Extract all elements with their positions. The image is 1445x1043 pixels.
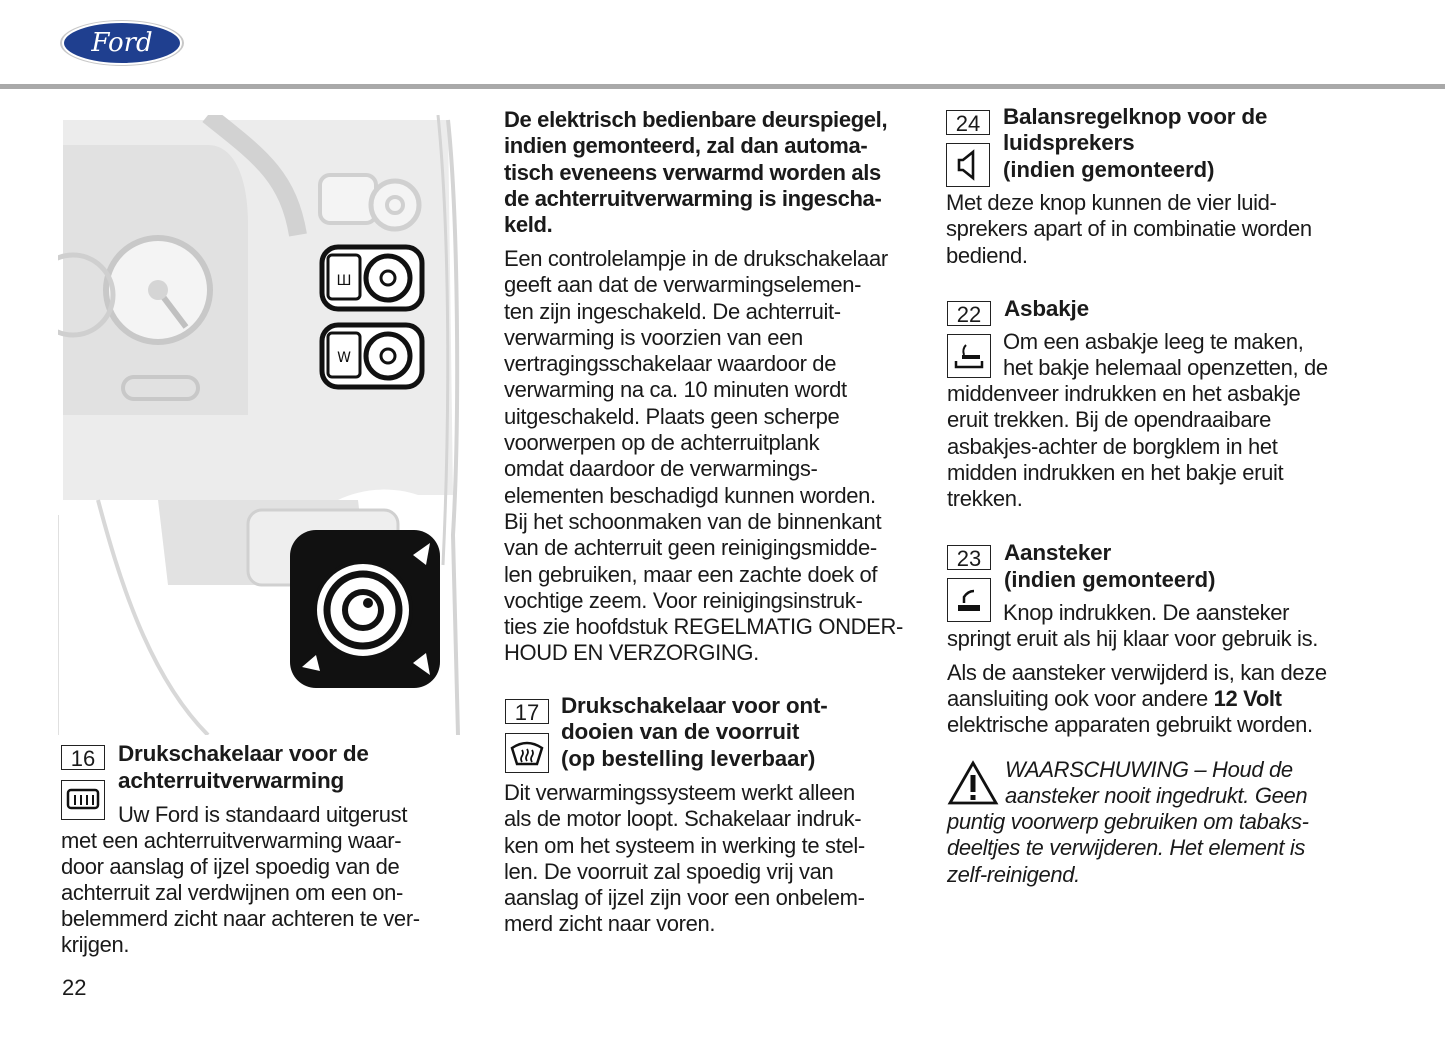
warning-line: zelf-reinigend. <box>947 861 1080 887</box>
body-line: elementen beschadigd kunnen worden. <box>504 482 876 508</box>
body-line: bediend. <box>946 242 1028 268</box>
section-16-line-3: door aanslag of ijzel spoedig van de <box>61 854 400 879</box>
body-line: middenveer indrukken en het asbakje <box>947 381 1301 406</box>
section-22-body <box>947 381 1367 512</box>
section-16-line-4: achterruit zal verdwijnen om een on- <box>61 880 404 905</box>
front-defrost-icon <box>505 733 549 773</box>
section-23-line-4 <box>947 686 1282 712</box>
body-line: Bij het schoonmaken van de binnenkant <box>504 508 882 534</box>
warning-line: deeltjes te verwijderen. Het element is <box>947 835 1306 861</box>
page-number: 22 <box>62 975 87 1000</box>
body-line: als de motor loopt. Schakelaar indruk- <box>504 806 862 832</box>
section-16-line-1: Uw Ford is standaard uitgerust <box>118 802 408 827</box>
body-line: HOUD EN VERZORGING. <box>504 640 759 666</box>
body-line: omdat daardoor de verwarmings- <box>504 456 818 482</box>
body-line: uitgeschakeld. Plaats geen scherpe <box>504 403 840 429</box>
section-16-line-2: met een achterruitverwarming waar- <box>61 828 402 853</box>
section-number-22: 22 <box>947 301 991 326</box>
section-22-line-2: het bakje helemaal openzetten, de <box>1003 355 1328 380</box>
section-number-24: 24 <box>946 110 990 135</box>
warning-line-2: aansteker nooit ingedrukt. Geen <box>1005 783 1308 808</box>
body-line: ties zie hoofdstuk REGELMATIG ONDER- <box>504 614 903 640</box>
section-16-line-5: belemmerd zicht naar achteren te ver- <box>61 906 420 931</box>
section-number-17: 17 <box>505 699 549 724</box>
section-24-title-2: luidsprekers <box>1003 130 1135 155</box>
section-24-subtitle: (indien gemonteerd) <box>1003 157 1215 182</box>
section-23-line-5: elektrische apparaten gebruikt worden. <box>947 712 1313 737</box>
speaker-icon <box>946 143 990 187</box>
body-line: asbakjes-achter de borgklem in het <box>947 433 1278 459</box>
mirror-bold-line: De elektrisch bedienbare deurspiegel, <box>504 107 888 132</box>
body-line: van de achterruit geen reinigingsmidde- <box>504 535 877 561</box>
body-line: len gebruiken, maar een zachte doek of <box>504 561 878 587</box>
mirror-paragraph <box>504 107 924 238</box>
section-17-title-2: dooien van de voorruit <box>561 719 800 744</box>
body-line: vertragingsschakelaar waardoor de <box>504 351 837 377</box>
warning-triangle-icon <box>947 760 999 811</box>
mirror-bold-line: indien gemonteerd, zal dan automa- <box>504 133 868 159</box>
section-23-line-1: Knop indrukken. De aansteker <box>1003 600 1290 625</box>
section-24-title-1: Balansregelknop voor de <box>1003 104 1268 129</box>
lamp-paragraph <box>504 246 924 667</box>
section-17-subtitle: (op bestelling leverbaar) <box>561 746 816 771</box>
dashboard-illustration <box>58 115 470 735</box>
body-line: ten zijn ingeschakeld. De achterruit- <box>504 298 841 324</box>
body-line: Dit verwarmingssysteem werkt alleen <box>504 780 855 805</box>
lighter-icon <box>947 578 991 622</box>
section-number-16: 16 <box>61 745 105 770</box>
body-line: voorwerpen op de achterruitplank <box>504 430 820 456</box>
svg-text:Ш: Ш <box>336 273 352 289</box>
warning-line-1: WAARSCHUWING – Houd de <box>1005 757 1293 782</box>
body-line: trekken. <box>947 486 1023 512</box>
body-line: midden indrukken en het bakje eruit <box>947 459 1284 485</box>
body-line: eruit trekken. Bij de opendraaibare <box>947 407 1272 433</box>
body-line: verwarming na ca. 10 minuten wordt <box>504 377 847 403</box>
section-22-title: Asbakje <box>1004 296 1089 321</box>
mirror-bold-line: keld. <box>504 212 553 238</box>
warning-body <box>947 809 1377 888</box>
section-23-subtitle: (indien gemonteerd) <box>1004 567 1216 592</box>
body-line: geeft aan dat de verwarmingselemen- <box>504 272 862 298</box>
section-24-body <box>946 190 1366 269</box>
body-line: merd zicht naar voren. <box>504 911 716 937</box>
ashtray-icon <box>947 334 991 378</box>
body-line: ken om het systeem in werking te stel- <box>504 832 865 858</box>
line-text: aansluiting ook voor andere <box>947 686 1214 711</box>
section-22-line-1: Om een asbakje leeg te maken, <box>1003 329 1304 354</box>
body-line: Met deze knop kunnen de vier luid- <box>946 190 1277 215</box>
mirror-bold-line: tisch eveneens verwarmd worden als <box>504 159 881 185</box>
body-line: verwarming is voorzien van een <box>504 324 803 350</box>
rear-defrost-icon <box>61 780 105 820</box>
section-17-title-1: Drukschakelaar voor ont- <box>561 693 828 718</box>
body-line: vochtige zeem. Voor reinigingsinstruk- <box>504 587 863 613</box>
mirror-bold-line: de achterruitverwarming is ingescha- <box>504 185 882 211</box>
section-number-23: 23 <box>947 545 991 570</box>
logo-text: Ford <box>91 28 153 58</box>
body-line: aanslag of ijzel zijn voor een onbelem- <box>504 885 865 911</box>
ford-logo <box>58 18 186 68</box>
body-line: Een controlelampje in de drukschakelaar <box>504 246 888 271</box>
body-line: sprekers apart of in combinatie worden <box>946 216 1312 242</box>
warning-line: puntig voorwerp gebruiken om tabaks- <box>947 809 1309 834</box>
body-line: len. De voorruit zal spoedig vrij van <box>504 858 834 884</box>
section-23-title: Aansteker <box>1004 540 1112 565</box>
section-23-line-2: springt eruit als hij klaar voor gebruik is. <box>947 626 1318 651</box>
section-16-line-6: krijgen. <box>61 932 130 957</box>
voltage-text: 12 Volt <box>1213 686 1282 711</box>
section-17-body <box>504 780 924 938</box>
section-16-title: Drukschakelaar voor de achterruitverwarming <box>118 741 369 793</box>
section-23-line-3: Als de aansteker verwijderd is, kan deze <box>947 660 1327 685</box>
header-rule <box>0 84 1445 89</box>
svg-text:W: W <box>337 350 351 366</box>
